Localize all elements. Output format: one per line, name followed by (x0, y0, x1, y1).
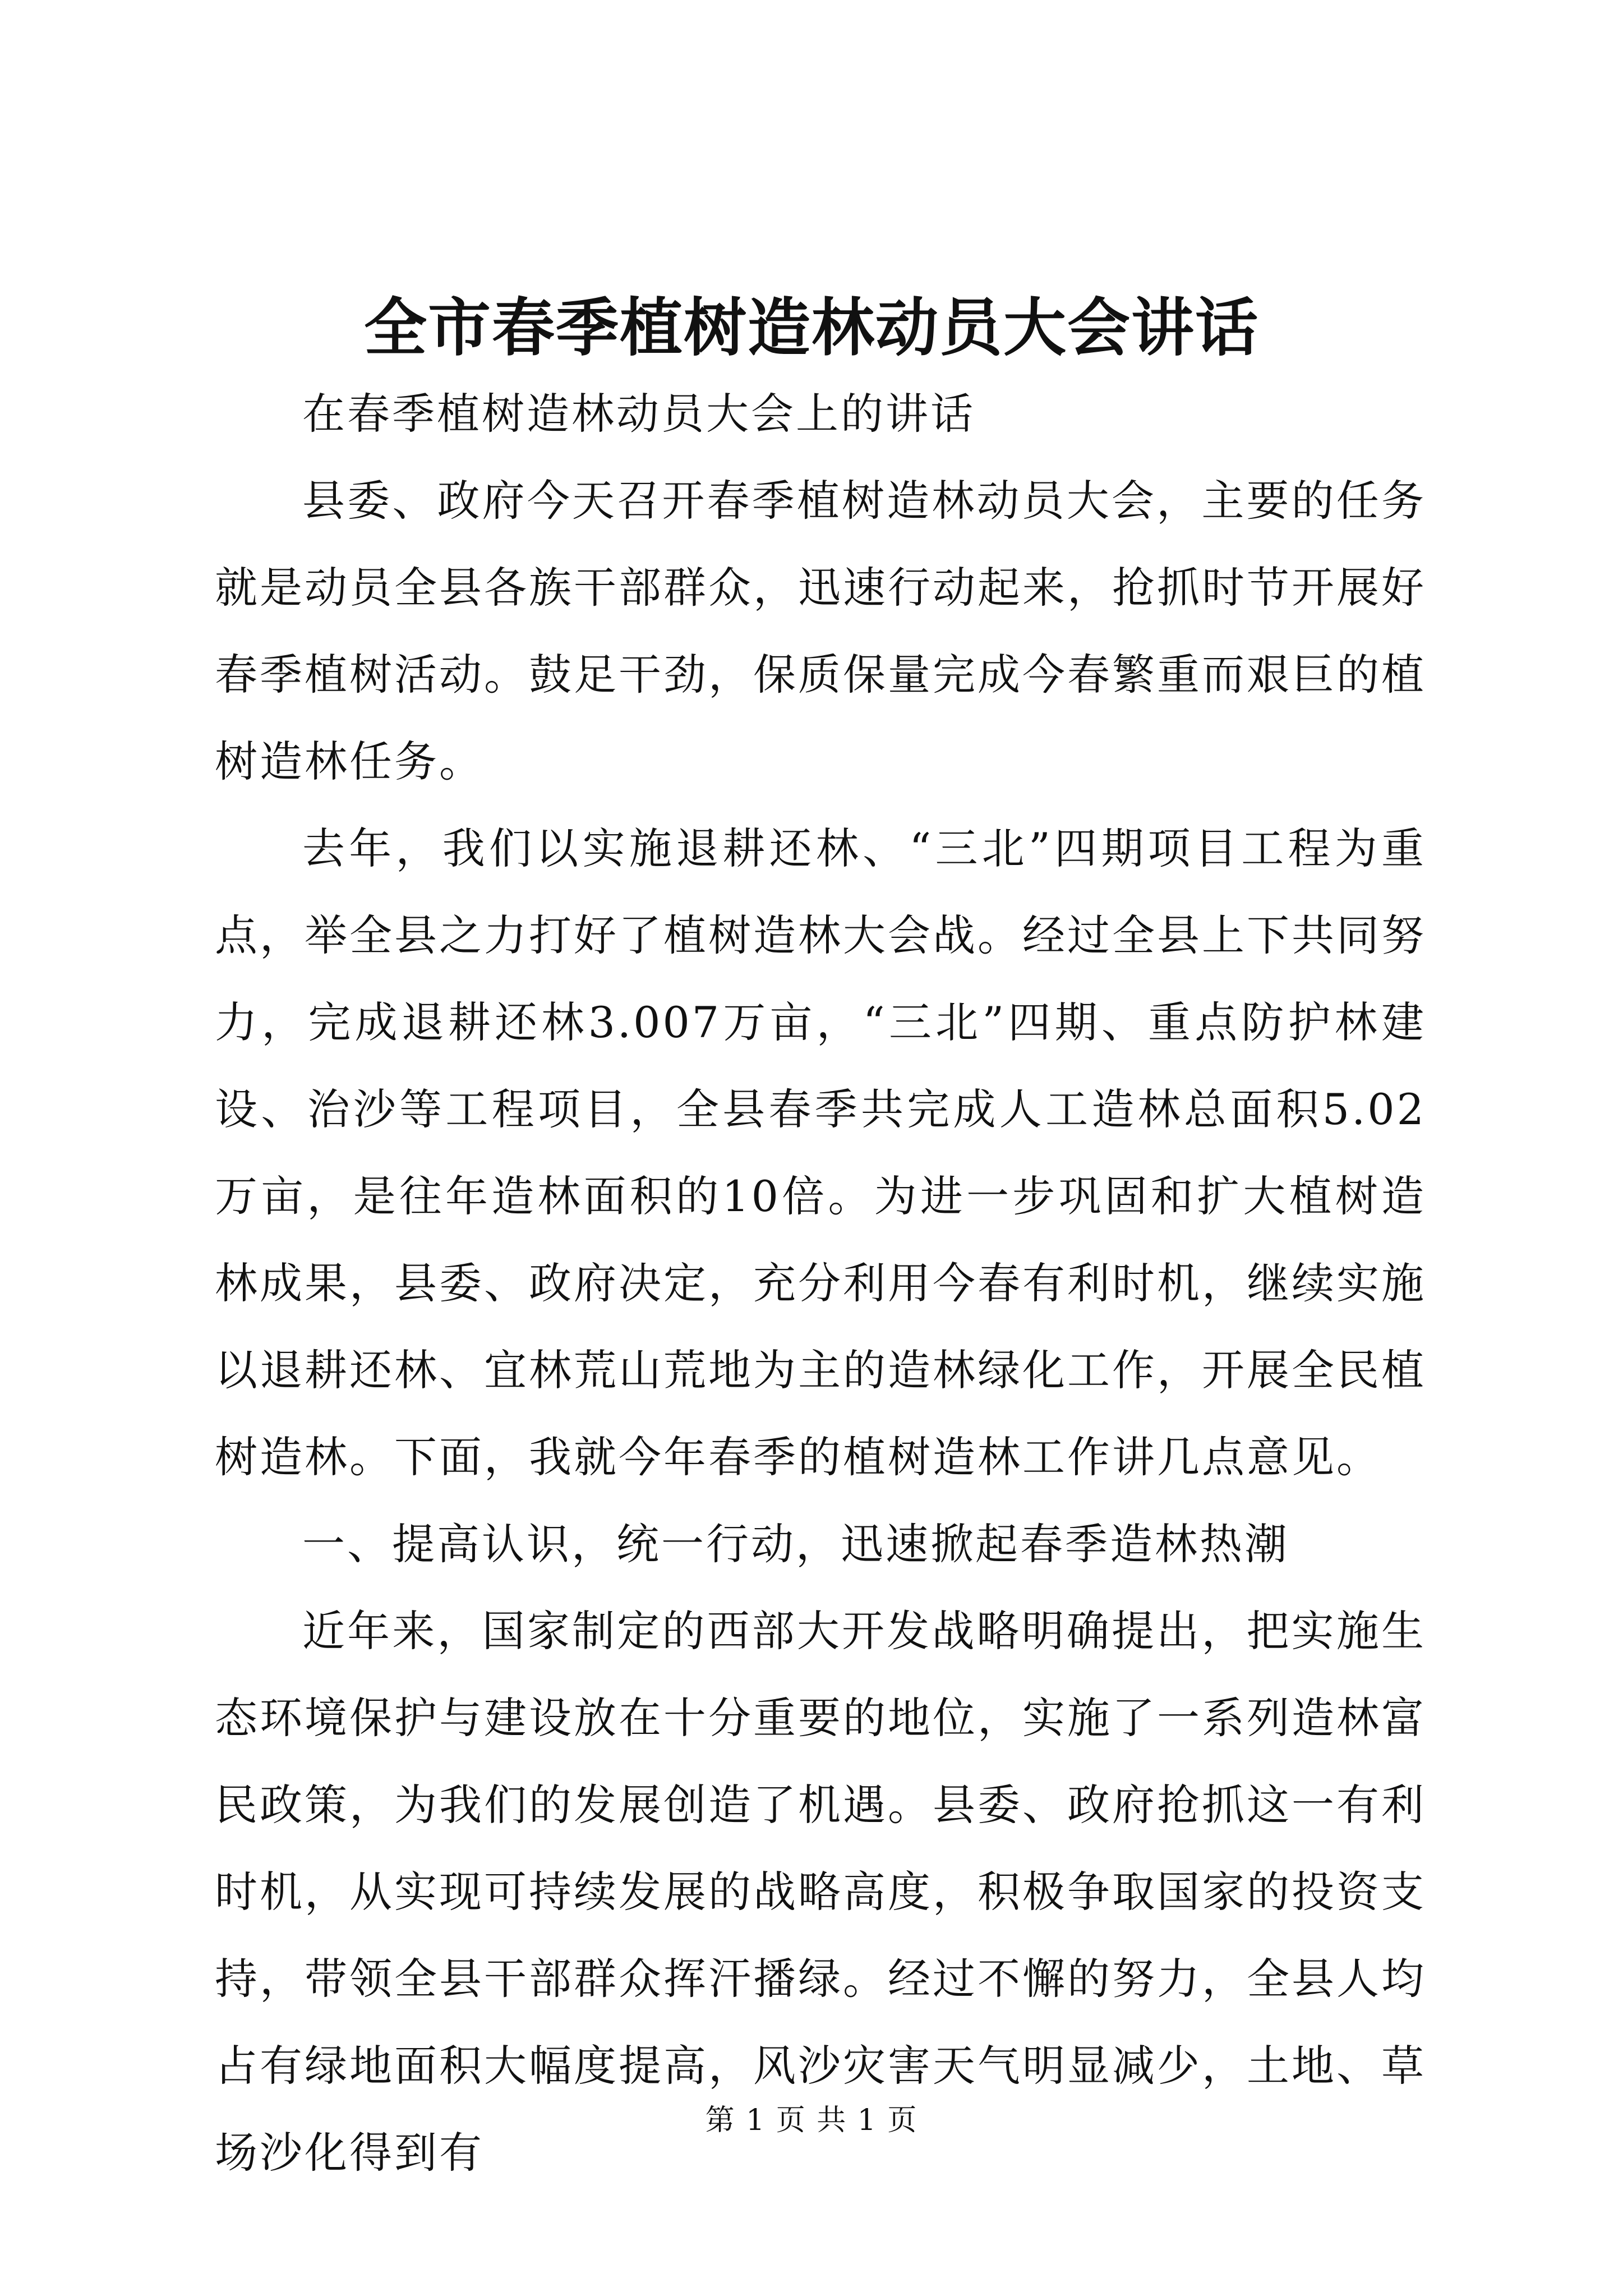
subtitle-paragraph: 在春季植树造林动员大会上的讲话 (302, 389, 975, 439)
body-paragraph-recent-years: 近年来，国家制定的西部大开发战略明确提出，把实施生态环境保护与建设放在十分重要的地位，实施了一系列造林富民政策，为我们的发展创造了机遇。县委、政府抢抓这一有利时机，从实现可持续发展的战略高度，积极争取国家的投资支持，带领全县干部群众挥汗播绿。经过不懈的努力，全县人均占有绿地面积大幅度提高，风沙灾害天气明显减少，土地、草场沙化得到有 (215, 1606, 1426, 2178)
body-paragraph-intro: 县委、政府今天召开春季植树造林动员大会，主要的任务就是动员全县各族干部群众，迅速行动起来，抢抓时节开展好春季植树活动。鼓足干劲，保质保量完成今春繁重而艰巨的植树造林任务。 (215, 476, 1426, 786)
document-body (215, 370, 1426, 2196)
page-footer: 第 1 页 共 1 页 (705, 2104, 918, 2137)
section-heading-1: 一、提高认识，统一行动，迅速掀起春季造林热潮 (302, 1519, 1289, 1569)
document-title: 全市春季植树造林动员大会讲话 (364, 291, 1259, 365)
body-paragraph-last-year: 去年，我们以实施退耕还林、“三北”四期项目工程为重点，举全县之力打好了植树造林大会战。经过全县上下共同努力，完成退耕还林3.007万亩，“三北”四期、重点防护林建设、治沙等工程项目，全县春季共完成人工造林总面积5.02万亩，是往年造林面积的10倍。为进一步巩固和扩大植树造林成果，县委、政府决定，充分利用今春有利时机，继续实施以退耕还林、宜林荒山荒地为主的造林绿化工作，开展全民植树造林。下面，我就今年春季的植树造林工作讲几点意见。 (215, 823, 1426, 1482)
